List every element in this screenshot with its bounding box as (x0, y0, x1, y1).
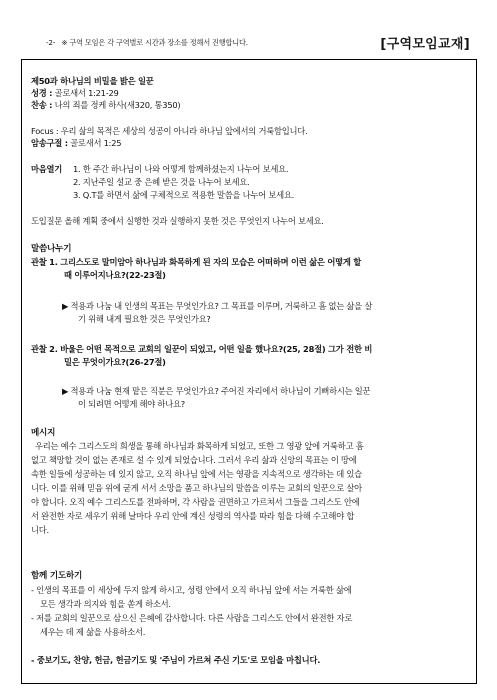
observation-1: 관찰 1. 그리스도로 말미암아 하나님과 화목하게 된 자의 모습은 어떠하며 이런 삶은 어떻게 할 (31, 257, 362, 267)
opening-item: 3. Q.T를 하면서 삶에 구체적으로 적용한 말씀을 나누어 보세요. (73, 190, 294, 200)
application-1-cont: 기 위해 내게 필요한 것은 무엇인가요? (78, 314, 211, 324)
memory-verse-label: 암송구절 : (31, 138, 68, 148)
intro-question: 도입질문 올해 계획 중에서 실행한 것과 실행하지 못한 것은 무엇인지 나누어 보세요. (31, 216, 324, 226)
page-header (38, 32, 470, 54)
prayer-line: 세우는 데 제 삶을 사용하소서. (40, 627, 146, 637)
hymn-label: 찬송 : (31, 100, 53, 110)
opening-item: 2. 지난주일 설교 중 은혜 받은 것을 나누어 보세요. (73, 177, 250, 187)
opening-label: 마음열기 (31, 164, 63, 174)
page-number: -2- (46, 38, 56, 47)
schedule-note: ※ 구역 모임은 각 구역별로 시간과 장소를 정해서 진행합니다. (61, 38, 248, 47)
observation-2-cont: 밀은 무엇이가요?(26-27절) (64, 357, 166, 367)
closing-line: - 중보기도, 찬양, 헌금, 헌금기도 및 '주님이 가르쳐 주신 기도'로 모임을 마칩니다. (31, 655, 321, 665)
memory-verse-line (31, 138, 121, 149)
prayer-line: 모든 생각과 의지와 힘을 쏟게 하소서. (40, 599, 171, 609)
prayer-line: - 인생의 목표를 이 세상에 두지 않게 하시고, 성령 안에서 오직 하나님 앞에 서는 거룩한 삶에 (31, 585, 352, 595)
scripture-line (31, 88, 119, 99)
header-note-line (46, 38, 248, 48)
message-heading: 메시지 (31, 428, 56, 438)
hymn-text: 나의 죄를 정케 하사(새320, 통350) (52, 100, 181, 110)
scripture-label: 성경 : (31, 88, 53, 98)
material-badge: [구역모임교재] (380, 37, 470, 52)
application-2: ▶ 적용과 나눔 현재 맡은 직분은 무엇인가요? 주어진 자리에서 하나님이 기뻐하시는 일꾼 (62, 386, 371, 396)
focus-line: Focus : 우리 삶의 목적은 세상의 성공이 아니라 하나님 앞에서의 거룩함입니다. (31, 126, 308, 136)
message-line: 서 완전한 자로 세우기 위해 날마다 우리 안에 계신 성령의 역사를 따라 힘을 다해 수고해야 합 (31, 511, 355, 521)
application-1: ▶ 적용과 나눔 내 인생의 목표는 무엇인가요? 그 목표를 이루며, 거룩하고 흠 없는 삶을 살 (62, 301, 373, 311)
hymn-line (31, 100, 180, 111)
prayer-line: - 저를 교회의 일꾼으로 삼으신 은혜에 감사합니다. 다른 사람을 그리스도 안에서 완전한 자로 (31, 613, 353, 623)
observation-1-cont: 때 이루어지나요?(22-23절) (64, 270, 166, 280)
message-line: 니다. (31, 525, 49, 535)
sharing-heading: 말씀나누기 (31, 244, 72, 254)
message-line: 야 합니다. 오직 예수 그리스도를 전파하며, 각 사람을 권면하고 가르쳐서 그들을 그리스도 안에 (31, 497, 360, 507)
application-2-cont: 이 되려면 어떻게 해야 하나요? (78, 399, 185, 409)
observation-2: 관찰 2. 바울은 어떤 목적으로 교회의 일꾼이 되었고, 어떤 일을 했나요?(25, 28절) 그가 전한 비 (31, 344, 373, 354)
lesson-title: 제50과 하나님의 비밀을 밝은 일꾼 (31, 76, 154, 86)
message-line: 없고 책망할 것이 없는 존재로 설 수 있게 되었습니다. 그러서 우리 삶과 신앙의 목표는 이 땅에 (31, 455, 357, 465)
message-line: 속한 일들에 성공하는 데 있지 않고, 오직 하나님 앞에 서는 영광을 지속적으로 생각하는 데 있습 (31, 469, 362, 479)
message-line: 우리는 예수 그리스도의 희생을 통해 하나님과 화목하게 되었고, 또한 그 영광 앞에 거룩하고 흠 (35, 441, 364, 451)
memory-verse-text: 골로새서 1:25 (67, 138, 122, 148)
message-line: 니다. 이를 위해 믿음 위에 굳게 서서 소망을 품고 하나님의 말씀을 이루는 교회의 일꾼으로 살아 (31, 483, 362, 493)
prayer-heading: 함께 기도하기 (31, 571, 83, 581)
scripture-text: 골로새서 1:21-29 (52, 88, 119, 98)
opening-item: 1. 한 주간 하나님이 나와 어떻게 함께하셨는지 나누어 보세요. (73, 164, 289, 174)
